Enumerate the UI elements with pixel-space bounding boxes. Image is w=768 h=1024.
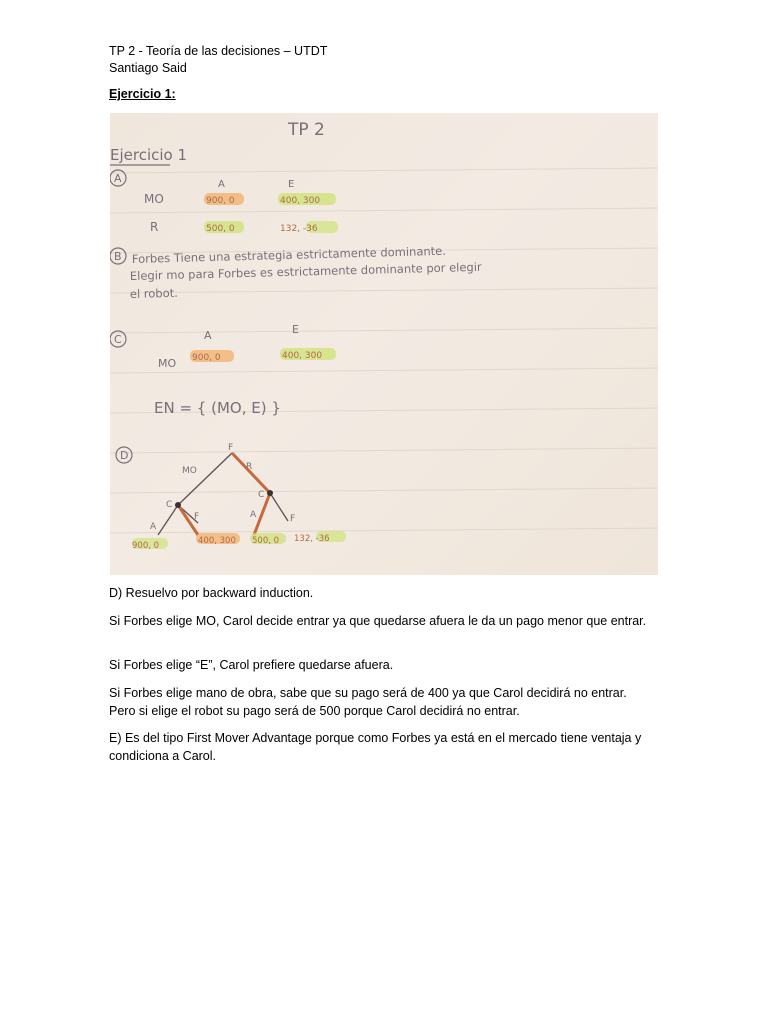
part-a-mo-a: 900, 0 [206, 196, 235, 206]
tree-edge-mo: MO [182, 466, 197, 476]
tree-payoff-1: 900, 0 [132, 541, 160, 551]
part-c-mo-a: 900, 0 [192, 353, 221, 363]
paragraph-forbes-payoff: Si Forbes elige mano de obra, sabe que su pago será de 400 ya que Carol decidirá no entrar. Pero si elige el robot su pago será de 500 porque Carol decidirá no entrar. [109, 686, 627, 718]
part-c-equilibrium: EN = { (MO, E) } [154, 399, 281, 417]
exercise-heading: Ejercicio 1: [109, 87, 176, 101]
tree-node [175, 502, 181, 508]
tree-node-c1: C [166, 500, 173, 510]
part-c-col-a: A [204, 329, 212, 342]
part-a-label: A [114, 172, 122, 185]
paragraph-backward-induction: D) Resuelvo por backward induction. [109, 586, 314, 600]
part-b-line1: Forbes Tiene una estrategia estrictamente dominante. [131, 243, 447, 266]
photo-heading: Ejercicio 1 [110, 146, 188, 164]
paragraph-forbes-e: Si Forbes elige “E”, Carol prefiere quedarse afuera. [109, 658, 394, 672]
part-a-row-mo: MO [144, 192, 164, 206]
tree-edge-r: R [246, 462, 253, 472]
tree-leaf-a1: A [150, 522, 157, 532]
tree-payoff-2: 400, 300 [198, 536, 236, 546]
part-a-col-e: E [288, 179, 295, 190]
ruled-lines [110, 168, 658, 533]
notebook-drawing [110, 113, 658, 575]
document-title: TP 2 - Teoría de las decisiones – UTDT [109, 44, 328, 58]
paragraph-first-mover: E) Es del tipo First Mover Advantage porque como Forbes ya está en el mercado tiene ventaja y condiciona a Carol. [109, 731, 642, 763]
part-a-r-e: 132, -36 [280, 224, 318, 234]
part-b-label: B [114, 250, 122, 263]
part-c-label: C [114, 333, 122, 346]
tree-leaf-f1: F [194, 512, 200, 522]
part-d-label: D [120, 449, 129, 462]
tree-node-c2: C [258, 490, 265, 500]
part-a-r-a: 500, 0 [206, 224, 235, 234]
part-b-line3: el robot. [129, 285, 178, 301]
part-a-col-a: A [218, 179, 225, 190]
part-c-mo-e: 400, 300 [282, 351, 323, 361]
tree-root-label: F [228, 443, 234, 453]
tree-payoff-3: 500, 0 [252, 536, 280, 546]
tree-leaf-a2: A [250, 510, 257, 520]
document-author: Santiago Said [109, 61, 187, 75]
tree-leaf-f2: F [290, 514, 296, 524]
part-c-col-e: E [292, 323, 299, 336]
part-a-mo-e: 400, 300 [280, 196, 321, 206]
photo-title: TP 2 [288, 120, 325, 140]
notebook-photo [110, 113, 658, 575]
part-a-row-r: R [150, 220, 159, 234]
tree-node [267, 490, 273, 496]
part-b-line2: Elegir mo para Forbes es estrictamente dominante por elegir [129, 259, 482, 283]
tree-payoff-4: 132, -36 [294, 534, 330, 544]
paragraph-forbes-mo: Si Forbes elige MO, Carol decide entrar ya que quedarse afuera le da un pago menor que entrar. [109, 614, 647, 628]
part-c-row-mo: MO [158, 357, 177, 370]
